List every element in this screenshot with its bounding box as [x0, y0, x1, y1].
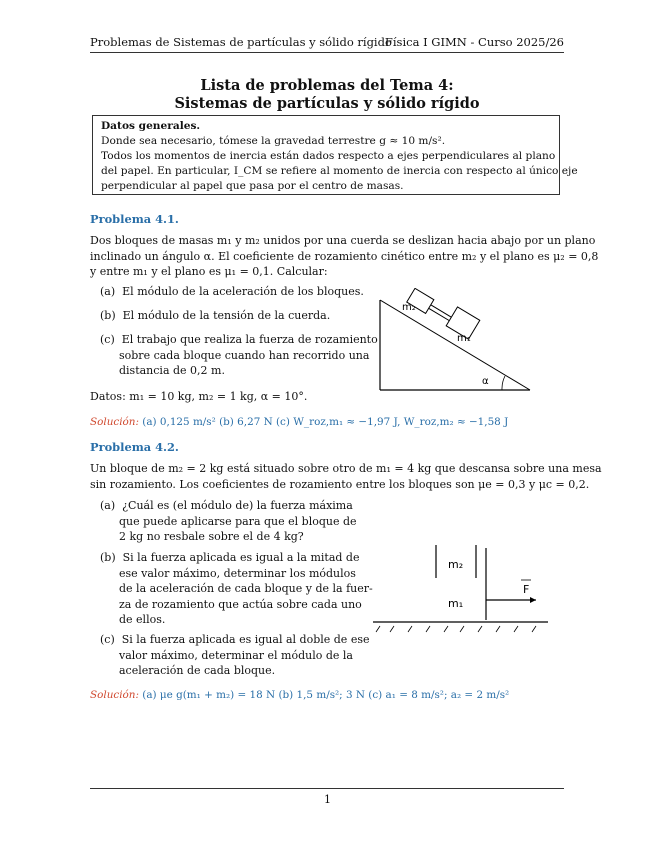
- table-hatching: [376, 626, 536, 632]
- footer-rule: [90, 788, 564, 789]
- item-text: ese valor máximo, determinar los módulos: [119, 566, 356, 580]
- general-data-line: del papel. En particular, I_CM se refiere al momento de inercia con respecto al único eje: [101, 165, 578, 177]
- angle-arc: [502, 376, 505, 390]
- problem-4-2-heading: Problema 4.2.: [90, 440, 179, 454]
- problem-4-2-item-a: [100, 498, 357, 545]
- item-text: de la aceleración de cada bloque y de la fuer-: [119, 582, 373, 595]
- item-text: de ellos.: [119, 613, 166, 626]
- problem-4-2-statement: [90, 461, 602, 492]
- statement-line: Un bloque de m₂ = 2 kg está situado sobre otro de m₁ = 4 kg que descansa sobre una mesa: [90, 462, 602, 475]
- label-F: F: [523, 583, 530, 596]
- solution-label: Solución:: [90, 689, 139, 701]
- problem-4-2-solution: [90, 689, 509, 701]
- page-title-line2: Sistemas de partículas y sólido rígido: [174, 95, 480, 112]
- statement-line: inclinado un ángulo α. El coeficiente de rozamiento cinético entre m₂ y el plano es μ₂ = 0,8: [90, 249, 599, 263]
- problem-4-1-heading: Problema 4.1.: [90, 212, 179, 226]
- page-title-line1: Lista de problemas del Tema 4:: [200, 77, 454, 94]
- header-rule: [90, 52, 564, 53]
- item-text: valor máximo, determinar el módulo de la: [119, 648, 353, 662]
- label-m2: m₂: [402, 302, 416, 313]
- statement-line: y entre m₁ y el plano es μ₁ = 0,1. Calcular:: [90, 265, 328, 278]
- item-text: que puede aplicarse para que el bloque de: [119, 514, 357, 528]
- inclined-plane-figure: [372, 288, 537, 398]
- solution-text: (a) μe g(m₁ + m₂) = 18 N (b) 1,5 m/s²; 3 N (c) a₁ = 8 m/s²; a₂ = 2 m/s²: [142, 689, 510, 701]
- label-m1: m₁: [457, 333, 471, 344]
- item-text: sobre cada bloque cuando han recorrido una: [119, 348, 370, 362]
- item-marker: (c): [100, 633, 115, 646]
- problem-4-1-item-b: [100, 308, 330, 324]
- label-m2: m₂: [448, 558, 464, 571]
- item-marker: (a): [100, 285, 116, 298]
- label-m1: m₁: [448, 597, 464, 610]
- item-marker: (b): [100, 309, 116, 322]
- statement-line: sin rozamiento. Los coeficientes de rozamiento entre los bloques son μe = 0,3 y μc = 0,2.: [90, 477, 590, 491]
- item-text: Si la fuerza aplicada es igual a la mitad de: [122, 551, 360, 564]
- problem-4-1-item-c: [100, 332, 378, 379]
- item-text: za de rozamiento que actúa sobre cada uno: [119, 597, 362, 611]
- general-data-box: [92, 115, 578, 195]
- general-data-line: Donde sea necesario, tómese la gravedad terrestre g ≈ 10 m/s².: [101, 135, 446, 147]
- running-header-right: Física I GIMN - Curso 2025/26: [384, 35, 564, 49]
- page-number: 1: [324, 793, 331, 806]
- solution-text: (a) 0,125 m/s² (b) 6,27 N (c) W_roz,m₁ ≈ −1,97 J, W_roz,m₂ ≈ −1,58 J: [142, 416, 509, 428]
- solution-label: Solución:: [90, 416, 139, 428]
- stacked-blocks-figure: [368, 540, 553, 640]
- problem-4-2-item-c: [100, 632, 369, 679]
- item-marker: (c): [100, 333, 115, 346]
- item-text: El módulo de la tensión de la cuerda.: [122, 309, 331, 322]
- general-data-line: Todos los momentos de inercia están dados respecto a ejes perpendiculares al plano: [101, 150, 556, 162]
- general-data-line: perpendicular al papel que pasa por el centro de masas.: [101, 180, 404, 192]
- item-text: Si la fuerza aplicada es igual al doble de ese: [121, 633, 370, 646]
- item-marker: (b): [100, 551, 116, 564]
- problem-4-1-statement: [90, 233, 599, 280]
- item-text: ¿Cuál es (el módulo de) la fuerza máxima: [122, 499, 353, 512]
- item-text: aceleración de cada bloque.: [119, 664, 276, 677]
- force-arrowhead: [530, 597, 536, 603]
- label-alpha: α: [482, 376, 489, 387]
- item-text: distancia de 0,2 m.: [119, 364, 225, 377]
- item-text: El trabajo que realiza la fuerza de rozamiento: [121, 333, 378, 346]
- statement-line: Dos bloques de masas m₁ y m₂ unidos por una cuerda se deslizan hacia abajo por un plano: [90, 234, 596, 247]
- general-data-heading: Datos generales.: [101, 120, 201, 132]
- problem-4-1-solution: [90, 416, 508, 428]
- problem-4-2-item-b: [100, 550, 373, 628]
- item-text: El módulo de la aceleración de los bloques.: [122, 285, 364, 298]
- item-marker: (a): [100, 499, 116, 512]
- item-text: 2 kg no resbale sobre el de 4 kg?: [119, 530, 304, 543]
- running-header-left: Problemas de Sistemas de partículas y sólido rígido: [90, 35, 392, 49]
- problem-4-1-item-a: [100, 284, 364, 300]
- problem-4-1-datos: Datos: m₁ = 10 kg, m₂ = 1 kg, α = 10°.: [90, 390, 308, 403]
